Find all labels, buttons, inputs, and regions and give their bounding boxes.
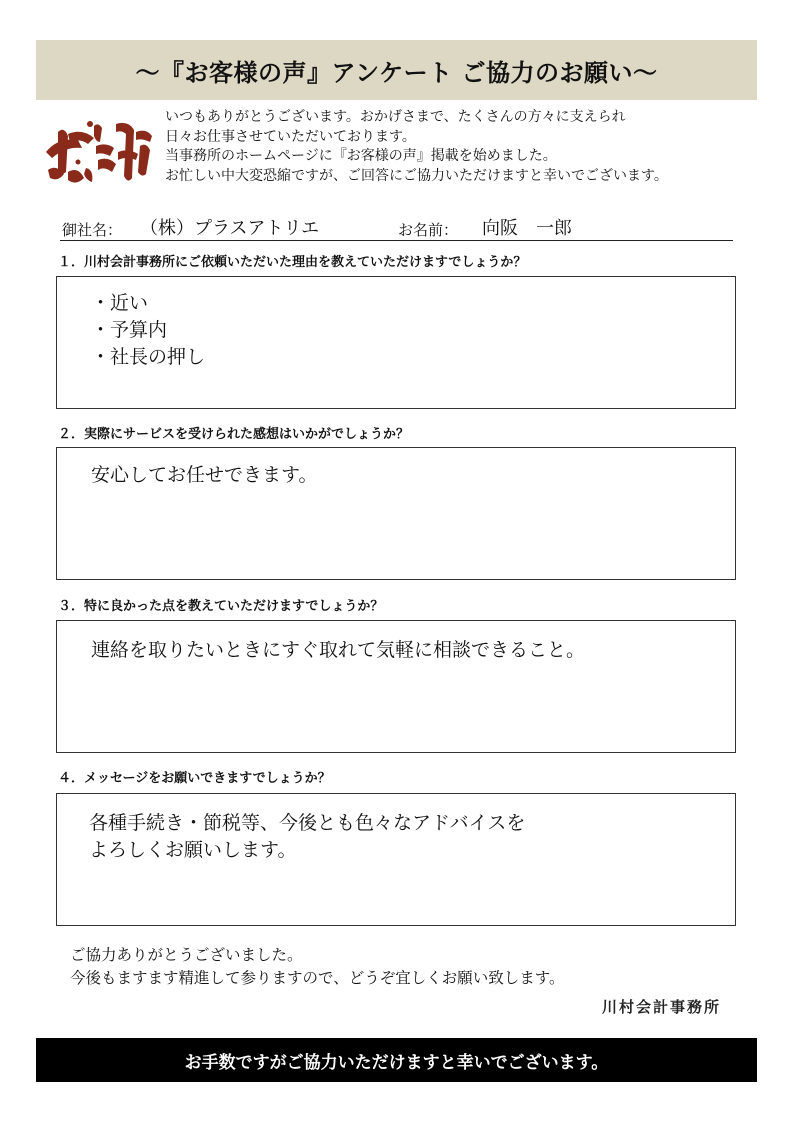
name-label: お名前： [398, 221, 459, 239]
thanks-calligraphy-stamp [38, 112, 158, 194]
intro-line: 当事務所のホームページに『お客様の声』掲載を始めました。 [165, 148, 557, 164]
company-value: （株）プラスアトリエ [140, 218, 320, 239]
answer-line: ・社長の押し [91, 346, 206, 368]
question-1-label: １．川村会計事務所にご依頼いただいた理由を教えていただけますでしょうか？ [58, 255, 527, 270]
name-value: 向阪 一郎 [482, 218, 572, 239]
footer-text: お手数ですがご協力いただけますと幸いでございます。 [184, 1052, 609, 1073]
answer-line: ・近い [91, 292, 149, 314]
question-3-label: ３．特に良かった点を教えていただけますでしょうか？ [58, 599, 384, 614]
closing-line: ご協力ありがとうございました。 [70, 946, 303, 964]
answer-line: ・予算内 [91, 319, 168, 341]
answer-line: よろしくお願いします。 [89, 839, 297, 861]
question-4-label: ４．メッセージをお願いできますでしょうか？ [58, 771, 331, 786]
answer-line: 各種手続き・節税等、今後とも色々なアドバイスを [89, 812, 526, 834]
question-2-label: ２．実際にサービスを受けられた感想はいかがでしょうか？ [58, 427, 410, 442]
respondent-row [60, 218, 733, 241]
answer-box-4 [56, 793, 736, 926]
office-signature: 川村会計事務所 [601, 998, 721, 1016]
closing-message [70, 944, 564, 990]
answer-box-1 [56, 276, 736, 409]
intro-line: 日々お仕事させていただいております。 [165, 128, 416, 145]
company-label: 御社名： [62, 221, 123, 239]
answer-line: 安心してお任せできます。 [91, 464, 318, 486]
answer-box-2 [56, 447, 736, 580]
page-title: ～『お客様の声』アンケート ご協力のお願い～ [135, 58, 658, 87]
answer-box-3 [56, 620, 736, 753]
intro-line: いつもありがとうございます。おかげさまで、たくさんの方々に支えられ [165, 109, 626, 125]
footer-bar [36, 1038, 757, 1082]
intro-text [165, 108, 755, 186]
answer-line: 連絡を取りたいときにすぐ取れて気軽に相談できること。 [91, 639, 586, 661]
intro-line: お忙しい中大変恐縮ですが、ご回答にご協力いただけますと幸いでございます。 [165, 167, 668, 184]
closing-line: 今後もますます精進して参りますので、どうぞ宜しくお願い致します。 [70, 969, 565, 987]
title-band [36, 40, 757, 100]
